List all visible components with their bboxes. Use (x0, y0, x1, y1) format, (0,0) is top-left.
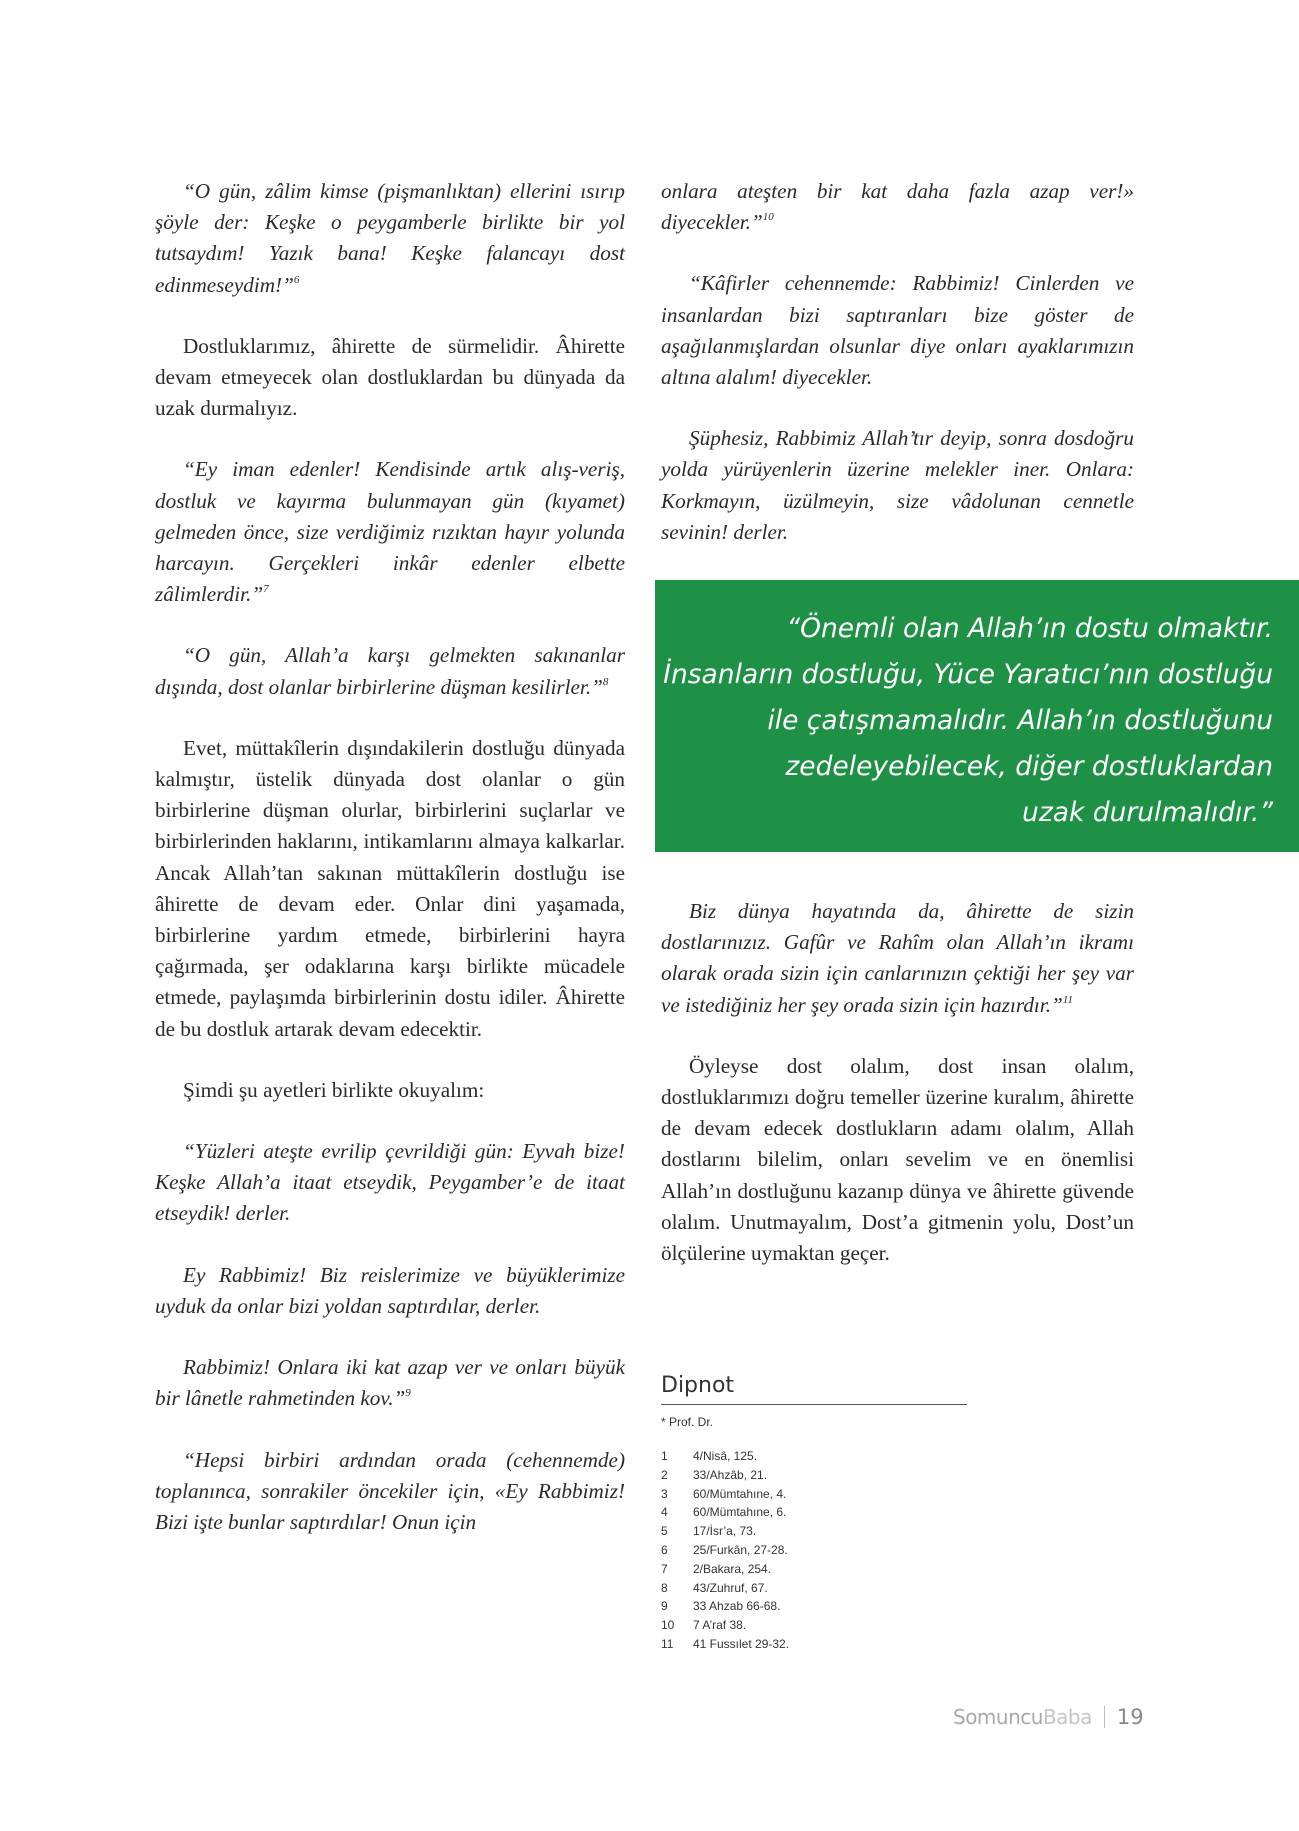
footnote-number: 3 (661, 1486, 668, 1501)
footnote-item (661, 1503, 967, 1522)
footnote-reference: 2/Bakara, 254. (693, 1561, 772, 1576)
pull-quote-line: zedeleyebilecek, diğer dostluklardan (785, 751, 1273, 782)
footnote-item (661, 1485, 967, 1504)
footnote-reference: 60/Mümtahıne, 4. (693, 1486, 787, 1501)
footnote-reference: 43/Zuhruf, 67. (693, 1580, 768, 1595)
paragraph (155, 1445, 625, 1539)
paragraph-text: Öyleyse dost olalım, dost insan olalım, dostluklarımızı doğru temeller üzerine kuralım, âhirette de devam edecek dostlukların adamı olalım, Allah dostlarını bilelim, onları sevelim ve en önemlisi Allah’ın dostluğunu kazanıp dünya ve âhirette güvende olalım. Unutmayalım, Dost’a gitmenin yolu, Dost’un ölçülerine uymaktan geçer. (661, 1053, 1134, 1266)
paragraph-text: “Hepsi birbiri ardından orada (cehennemde) toplanınca, sonrakiler öncekiler için, «Ey Rabbimiz! Bizi işte bunlar saptırdılar! Onun için (155, 1447, 625, 1534)
footnote-reference: 33/Ahzâb, 21. (693, 1467, 768, 1482)
right-column-top (661, 176, 1134, 578)
paragraph-text: “Kâfirler cehennemde: Rabbimiz! Cinlerden ve insanlardan bizi saptıranları bize göster de aşağılanmışlardan olsunlar diye onları ayaklarımızın altına alalım! diyecekler. (661, 271, 1134, 390)
footnote-number: 11 (661, 1636, 674, 1651)
footnote-reference: 60/Mümtahıne, 6. (693, 1505, 787, 1520)
footnote-number: 4 (661, 1505, 668, 1520)
footnote-number: 1 (661, 1449, 668, 1463)
paragraph-text: Rabbimiz! Onlara iki kat azap ver ve onları büyük bir lânetle rahmetinden kov.” (155, 1355, 625, 1411)
paragraph (155, 1075, 625, 1106)
footnote-reference: 33 Ahzab 66-68. (693, 1599, 781, 1614)
paragraph (661, 896, 1134, 1021)
footnote-number: 9 (661, 1599, 668, 1614)
footnote-number: 2 (661, 1467, 668, 1482)
footnote-marker: 11 (1062, 993, 1073, 1006)
pull-quote (655, 580, 1299, 852)
paragraph-text: “Yüzleri ateşte evrilip çevrildiği gün: Eyvah bize! Keşke Allah’a itaat etseydik, Peygamber’e de itaat etseydik! derler. (155, 1139, 625, 1226)
footnote-number: 7 (661, 1561, 668, 1576)
pull-quote-line: ile çatışmamalıdır. Allah’ın dostluğunu (767, 705, 1273, 736)
footnote-reference: 41 Fussılet 29-32. (693, 1636, 790, 1651)
footnote-item (661, 1522, 967, 1541)
page-footer (953, 1705, 1144, 1729)
footnote-author: * Prof. Dr. (661, 1415, 714, 1429)
footnote-number: 5 (661, 1524, 668, 1539)
brand-name-part2: Baba (1042, 1705, 1092, 1729)
paragraph-text: Ey Rabbimiz! Biz reislerimize ve büyüklerimize uyduk da onlar bizi yoldan saptırdılar, derler. (155, 1262, 625, 1318)
brand-name-part1: Somuncu (953, 1705, 1043, 1729)
right-column-bottom (661, 896, 1134, 1299)
paragraph (155, 331, 625, 425)
footnote-marker: 10 (762, 211, 774, 224)
footnote-number: 6 (661, 1542, 668, 1557)
footnote-item (661, 1560, 967, 1579)
footnotes-list (661, 1447, 967, 1654)
footnote-marker: 9 (405, 1387, 411, 1400)
footnote-item (661, 1616, 967, 1635)
footnote-reference: 7 A’raf 38. (693, 1618, 747, 1633)
paragraph-text: Şimdi şu ayetleri birlikte okuyalım: (183, 1077, 485, 1102)
paragraph-text: “O gün, zâlim kimse (pişmanlıktan) ellerini ısırıp şöyle der: Keşke o peygamberle birlikte bir yol tutsaydım! Yazık bana! Keşke falancayı dost edinmeseydim!” (155, 179, 625, 297)
paragraph (155, 733, 625, 1045)
paragraph-text: Dostluklarımız, âhirette de sürmelidir. Âhirette devam etmeyecek olan dostluklardan bu dünyada da uzak durmalıyız. (155, 333, 625, 421)
pull-quote-line: uzak durulmalıdır.” (1022, 797, 1273, 828)
paragraph (661, 423, 1134, 548)
paragraph (155, 1260, 625, 1322)
footnote-item (661, 1579, 967, 1598)
footnote-marker: 6 (293, 273, 300, 286)
paragraph (661, 1051, 1134, 1269)
paragraph-text: Şüphesiz, Rabbimiz Allah’tır deyip, sonra dosdoğru yolda yürüyenlerin üzerine melekler iner. Onlara: Korkmayın, üzülmeyin, size vâdolunan cennetle sevinin! derler. (661, 426, 1134, 544)
paragraph (661, 176, 1134, 238)
paragraph (155, 176, 625, 301)
footnote-reference: 4/Nisâ, 125. (693, 1449, 758, 1463)
footnote-item (661, 1635, 967, 1654)
pull-quote-line: İnsanların dostluğu, Yüce Yaratıcı’nın dostluğu (663, 659, 1273, 690)
paragraph-text: Evet, müttakîlerin dışındakilerin dostluğu dünyada kalmıştır, üstelik dünyada dost olanlar o gün birbirlerine düşman olurlar, birbirlerini suçlarlar ve birbirlerinden haklarını, intikamlarını almaya kalkarlar. Ancak Allah’tan sakınan müttakîlerin dostluğu ise âhirette de devam eder. Onlar dini yaşamada, birbirlerine yardım etmede, birbirlerini hayra çağırmada, şer odaklarına karşı birlikte mücadele etmede, paylaşımda birbirlerinin dostu idiler. Âhirette de bu dostluk artarak devam edecektir. (155, 735, 625, 1041)
footnote-item (661, 1447, 967, 1466)
footnote-number: 10 (661, 1618, 675, 1633)
footnote-number: 8 (661, 1580, 668, 1595)
footnote-reference: 17/İsr’a, 73. (693, 1524, 757, 1539)
footnotes-title: Dipnot (661, 1373, 967, 1405)
paragraph-text: “Ey iman edenler! Kendisinde artık alış-veriş, dostluk ve kayırma bulunmayan gün (kıyamet) gelmeden önce, size verdiğimiz rızıktan hayır yolunda harcayın. Gerçekleri inkâr edenler elbette zâlimlerdir.” (155, 457, 625, 607)
footnote-item (661, 1597, 967, 1616)
footnote-item (661, 1541, 967, 1560)
paragraph (155, 454, 625, 610)
paragraph-text: Biz dünya hayatında da, âhirette de sizin dostlarınızız. Gafûr ve Rahîm olan Allah’ın ikramı olarak orada sizin için canlarınızın çektiği her şey var ve istediğiniz her şey orada sizin için hazırdır.” (661, 899, 1134, 1017)
left-column (155, 176, 625, 1568)
paragraph-text: onlara ateşten bir kat daha fazla azap ver!» diyecekler.” (661, 179, 1134, 235)
paragraph (155, 640, 625, 702)
footnote-marker: 8 (602, 675, 609, 688)
footnote-item (661, 1466, 967, 1485)
footer-divider (1104, 1706, 1105, 1728)
paragraph (155, 1352, 625, 1414)
page-number: 19 (1116, 1705, 1144, 1729)
paragraph (661, 268, 1134, 393)
footnote-marker: 7 (263, 583, 269, 596)
footnote-reference: 25/Furkân, 27-28. (693, 1542, 788, 1557)
paragraph-text: “O gün, Allah’a karşı gelmekten sakınanlar dışında, dost olanlar birbirlerine düşman kesilirler.” (155, 643, 625, 699)
paragraph (155, 1136, 625, 1230)
pull-quote-line: “Önemli olan Allah’ın dostu olmaktır. (786, 613, 1273, 644)
footnotes-section (661, 1373, 967, 1654)
